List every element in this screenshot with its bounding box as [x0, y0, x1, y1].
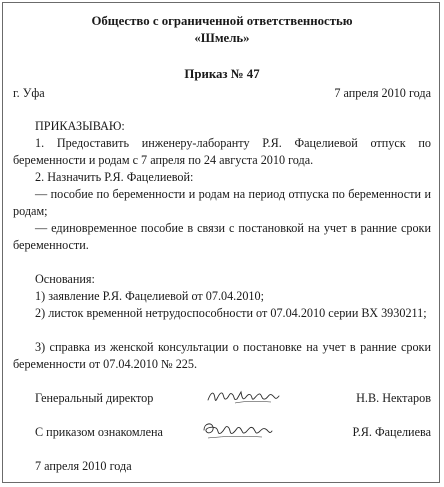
order-item-2: 2. Назначить Р.Я. Фацелиевой: — [35, 170, 194, 184]
employee-signature — [200, 416, 274, 442]
company-name-line2: «Шмель» — [194, 31, 250, 45]
acquainted-label: С приказом ознакомлена — [35, 425, 163, 439]
director-signature — [205, 382, 285, 408]
grounds-item-3: 3) справка из женской консультации о постановке на учет в ранние сроки беременности от 07.04.2010 № 225. — [13, 340, 431, 371]
order-item-1: 1. Предоставить инженеру-лаборанту Р.Я. Фацелиевой отпуск по беременности и родам с 7 апреля по 24 августа 2010 года. — [13, 136, 431, 167]
order-word: ПРИКАЗЫВАЮ: — [35, 119, 125, 133]
grounds-item-2: 2) листок временной нетрудоспособности от 07.04.2010 серии ВХ 3930211; — [35, 306, 427, 320]
order-item-2b: — единовременное пособие в связи с постановкой на учет в ранние сроки беременности. — [13, 221, 431, 252]
director-name: Н.В. Нектаров — [356, 391, 431, 405]
employee-name: Р.Я. Фацелиева — [352, 425, 431, 439]
final-date: 7 апреля 2010 года — [35, 459, 132, 473]
order-item-2a: — пособие по беременности и родам на период отпуска по беременности и родам; — [13, 187, 431, 218]
order-title: Приказ № 47 — [184, 67, 260, 81]
grounds-item-1: 1) заявление Р.Я. Фацелиевой от 07.04.2010; — [35, 289, 264, 303]
company-name-line1: Общество с ограниченной ответственностью — [91, 14, 353, 28]
order-city: г. Уфа — [13, 86, 45, 100]
director-role: Генеральный директор — [35, 391, 154, 405]
grounds-title: Основания: — [35, 272, 95, 286]
order-date: 7 апреля 2010 года — [334, 86, 431, 100]
